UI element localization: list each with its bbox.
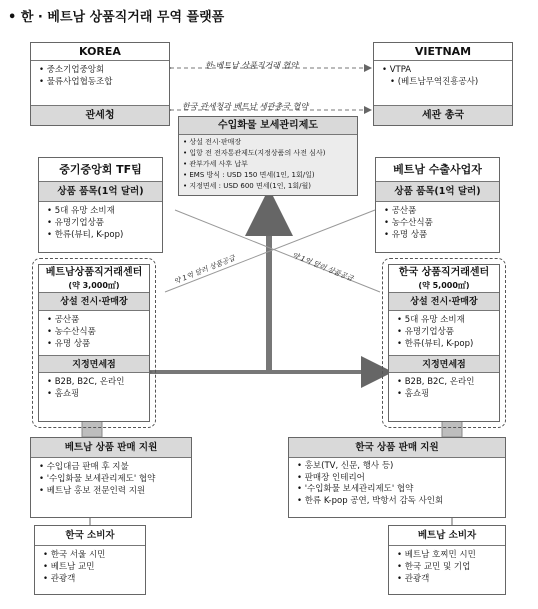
vietnam-items — [374, 61, 512, 105]
list-item: • 5대 유망 소비재 — [397, 314, 493, 326]
kr-trade-center-box — [388, 264, 500, 422]
vn-consumer-title: 베트남 소비자 — [389, 526, 505, 546]
list-item: • '수입화물 보세관리제도' 협약 — [39, 473, 185, 485]
kr-center-name: 한국 상품직거래센터 — [398, 267, 490, 278]
list-item: • 한류(뷰티, K-pop) — [397, 338, 493, 350]
vn-support-title: 베트남 상품 판매 지원 — [31, 438, 191, 458]
list-item: • 베트남 호찌민 시민 — [397, 549, 499, 561]
kbiz-tf-title: 중기중앙회 TF팀 — [39, 158, 162, 182]
list-item: • 관부가세 사후 납부 — [183, 159, 353, 170]
vn-sales-support-box — [30, 437, 192, 518]
korea-customs: 관세청 — [31, 105, 169, 125]
list-item: • 판매장 인테리어 — [297, 473, 499, 485]
vn-center-name: 베트남상품직거래센터 — [45, 267, 143, 278]
list-item: • 5대 유망 소비재 — [47, 205, 156, 217]
list-item: • 홈쇼핑 — [397, 388, 493, 400]
list-item: • 중소기업중앙회 — [39, 64, 163, 76]
list-item: • 유명 상품 — [384, 229, 493, 241]
list-item: • B2B, B2C, 온라인 — [397, 376, 493, 388]
list-item: • 한류(뷰티, K-pop) — [47, 229, 156, 241]
list-item: • 농수산식품 — [384, 217, 493, 229]
list-item: • 홍보(TV, 신문, 행사 등) — [297, 461, 499, 473]
list-item: • 농수산식품 — [47, 326, 143, 338]
list-item: • EMS 방식 : USD 150 면세(1인, 1회/일) — [183, 170, 353, 181]
list-item: • 공산품 — [47, 314, 143, 326]
list-item: • '수입화물 보세관리제도' 협약 — [297, 484, 499, 496]
list-item: • 입항 전 전자통관제도(지정상품의 사전 심사) — [183, 148, 353, 159]
list-item: • B2B, B2C, 온라인 — [47, 376, 143, 388]
korea-items — [31, 61, 169, 105]
bonded-items — [179, 135, 357, 194]
vn-center-dutyfree: 지정면세점 — [39, 355, 149, 373]
bonded-header: 수입화물 보세관리제도 — [179, 117, 357, 135]
page-title: • 한 · 베트남 상품직거래 무역 플랫폼 — [8, 10, 225, 25]
list-item: • 지정면세 : USD 600 면세(1인, 1회/월) — [183, 181, 353, 192]
vn-exporter-sub: 상품 품목(1억 달러) — [376, 182, 499, 202]
kbiz-tf-box — [38, 157, 163, 253]
list-item: • 베트남 교민 — [43, 561, 139, 573]
kbiz-tf-items — [39, 202, 162, 244]
vn-trade-center-box — [38, 264, 150, 422]
list-item: • 수입대금 판매 후 지불 — [39, 461, 185, 473]
bonded-management-box — [178, 116, 358, 196]
supply-label-left: 약 1억 달러 상품공급 — [172, 254, 237, 286]
vn-exporter-box — [375, 157, 500, 253]
kbiz-tf-sub: 상품 품목(1억 달러) — [39, 182, 162, 202]
kr-center-channels — [389, 373, 499, 403]
vn-center-showroom: 상설 전시·판매장 — [39, 293, 149, 311]
kr-support-items — [289, 458, 505, 510]
list-item: • 물류사업협동조합 — [39, 76, 163, 88]
vn-center-size: (약 3,000㎡) — [68, 281, 120, 290]
kr-center-showroom: 상설 전시·판매장 — [389, 293, 499, 311]
kr-support-title: 한국 상품 판매 지원 — [289, 438, 505, 458]
list-item: • VTPA — [382, 64, 506, 76]
list-item: • 관광객 — [397, 573, 499, 585]
vn-consumer-box — [388, 525, 506, 595]
list-item: • 유명기업상품 — [397, 326, 493, 338]
kr-consumer-items — [35, 546, 145, 588]
list-item: • 유명 상품 — [47, 338, 143, 350]
agreement-label: 한-베트남 상품직거래 협약 — [205, 61, 298, 70]
vn-support-items — [31, 458, 191, 500]
list-item: • 유명기업상품 — [47, 217, 156, 229]
vn-exporter-title: 베트남 수출사업자 — [376, 158, 499, 182]
list-item: • (베트남무역진흥공사) — [382, 76, 506, 88]
list-item: • 홈쇼핑 — [47, 388, 143, 400]
kr-center-size: (약 5,000㎡) — [418, 281, 470, 290]
kr-center-items — [389, 311, 499, 355]
list-item: • 한국 교민 및 기업 — [397, 561, 499, 573]
vietnam-header: VIETNAM — [374, 43, 512, 61]
kr-consumer-title: 한국 소비자 — [35, 526, 145, 546]
list-item: • 한국 서울 시민 — [43, 549, 139, 561]
customs-agreement-label: 한국 관세청과 베트남 세관총국 협약 — [182, 102, 309, 111]
vn-exporter-items — [376, 202, 499, 244]
list-item: • 상설 전시·판매장 — [183, 137, 353, 148]
list-item: • 베트남 홍보 전문인력 지원 — [39, 485, 185, 497]
vietnam-box — [373, 42, 513, 126]
korea-box — [30, 42, 170, 126]
supply-label-right: 약 1억 달러 상품공급 — [290, 251, 355, 283]
korea-header: KOREA — [31, 43, 169, 61]
list-item: • 한류 K-pop 공연, 박항서 감독 사인회 — [297, 496, 499, 508]
vn-center-items — [39, 311, 149, 355]
kr-consumer-box — [34, 525, 146, 595]
vn-trade-center-title — [39, 265, 149, 293]
list-item: • 관광객 — [43, 573, 139, 585]
vietnam-customs: 세관 총국 — [374, 105, 512, 125]
vn-consumer-items — [389, 546, 505, 588]
list-item: • 공산품 — [384, 205, 493, 217]
kr-trade-center-title — [389, 265, 499, 293]
kr-center-dutyfree: 지정면세점 — [389, 355, 499, 373]
kr-sales-support-box — [288, 437, 506, 518]
vn-center-channels — [39, 373, 149, 403]
